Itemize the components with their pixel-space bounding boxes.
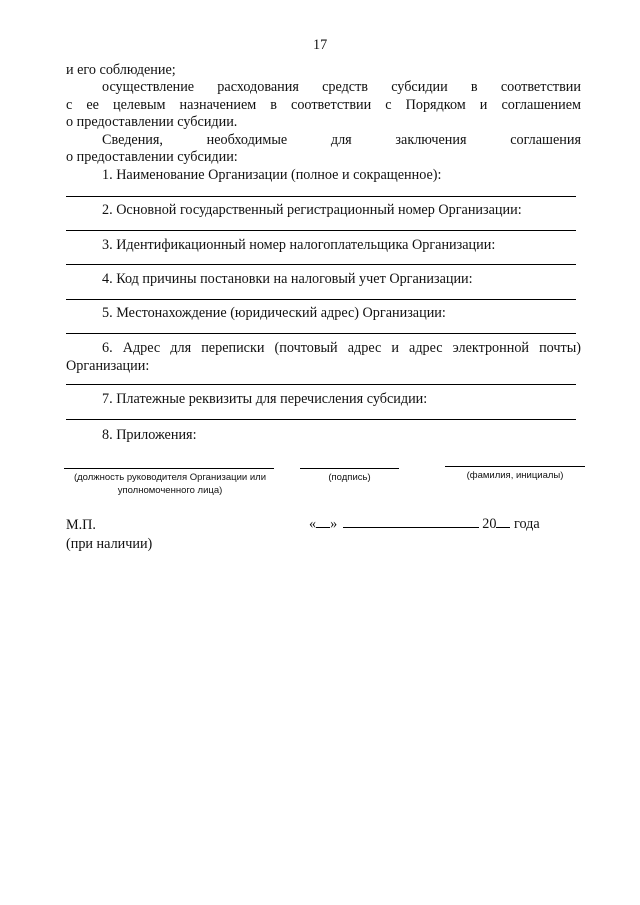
item-postal-address-line2: Организации: [66, 358, 150, 374]
stamp-label: М.П. [66, 517, 96, 533]
label-full-name: (фамилия, инициалы) [466, 470, 564, 481]
item-payment-details: 7. Платежные реквизиты для перечисления субсидии: [102, 391, 428, 407]
date-day-blank [316, 527, 330, 528]
paragraph-info-line2: о предоставлении субсидии: [66, 149, 238, 165]
item-legal-address: 5. Местонахождение (юридический адрес) Организации: [102, 305, 446, 321]
fill-line-legal-address [66, 333, 576, 334]
fill-line-ogrn [66, 230, 576, 231]
stamp-note: (при наличии) [66, 536, 153, 552]
label-position-2: уполномоченного лица) [117, 485, 223, 496]
label-signature: (подпись) [328, 472, 371, 483]
date-month-blank [343, 527, 479, 528]
year-prefix: 20 [482, 516, 497, 532]
signature-line-name [445, 466, 585, 467]
date-open-quote: « [309, 516, 317, 532]
item-ogrn: 2. Основной государственный регистрационный номер Организации: [102, 202, 522, 218]
date-year-blank [496, 527, 510, 528]
fill-line-org-name [66, 196, 576, 197]
date-close-quote: » [330, 516, 338, 532]
paragraph-expenditure-line3: о предоставлении субсидии. [66, 114, 238, 130]
fill-line-payment-details [66, 419, 576, 420]
paragraph-expenditure-line2: с ее целевым назначением в соответствии с Порядком и соглашением [66, 97, 581, 113]
page-number: 17 [313, 37, 328, 53]
signature-line-sign [300, 468, 399, 469]
signature-line-position [64, 468, 274, 469]
fill-line-kpp [66, 299, 576, 300]
item-postal-address-line1: 6. Адрес для переписки (почтовый адрес и адрес электронной почты) [102, 340, 581, 356]
item-org-name: 1. Наименование Организации (полное и сокращенное): [102, 167, 442, 183]
item-inn: 3. Идентификационный номер налогоплательщика Организации: [102, 237, 496, 253]
paragraph-compliance: и его соблюдение; [66, 62, 176, 78]
fill-line-inn [66, 264, 576, 265]
label-position: (должность руководителя Организации или [73, 472, 267, 483]
paragraph-info-line1: Сведения, необходимые для заключения соглашения [102, 132, 581, 148]
item-kpp: 4. Код причины постановки на налоговый учет Организации: [102, 271, 473, 287]
year-suffix: года [514, 516, 540, 532]
paragraph-expenditure-line1: осуществление расходования средств субсидии в соответствии [102, 79, 581, 95]
date-field [309, 515, 540, 533]
item-attachments: 8. Приложения: [102, 427, 197, 443]
fill-line-postal-address [66, 384, 576, 385]
